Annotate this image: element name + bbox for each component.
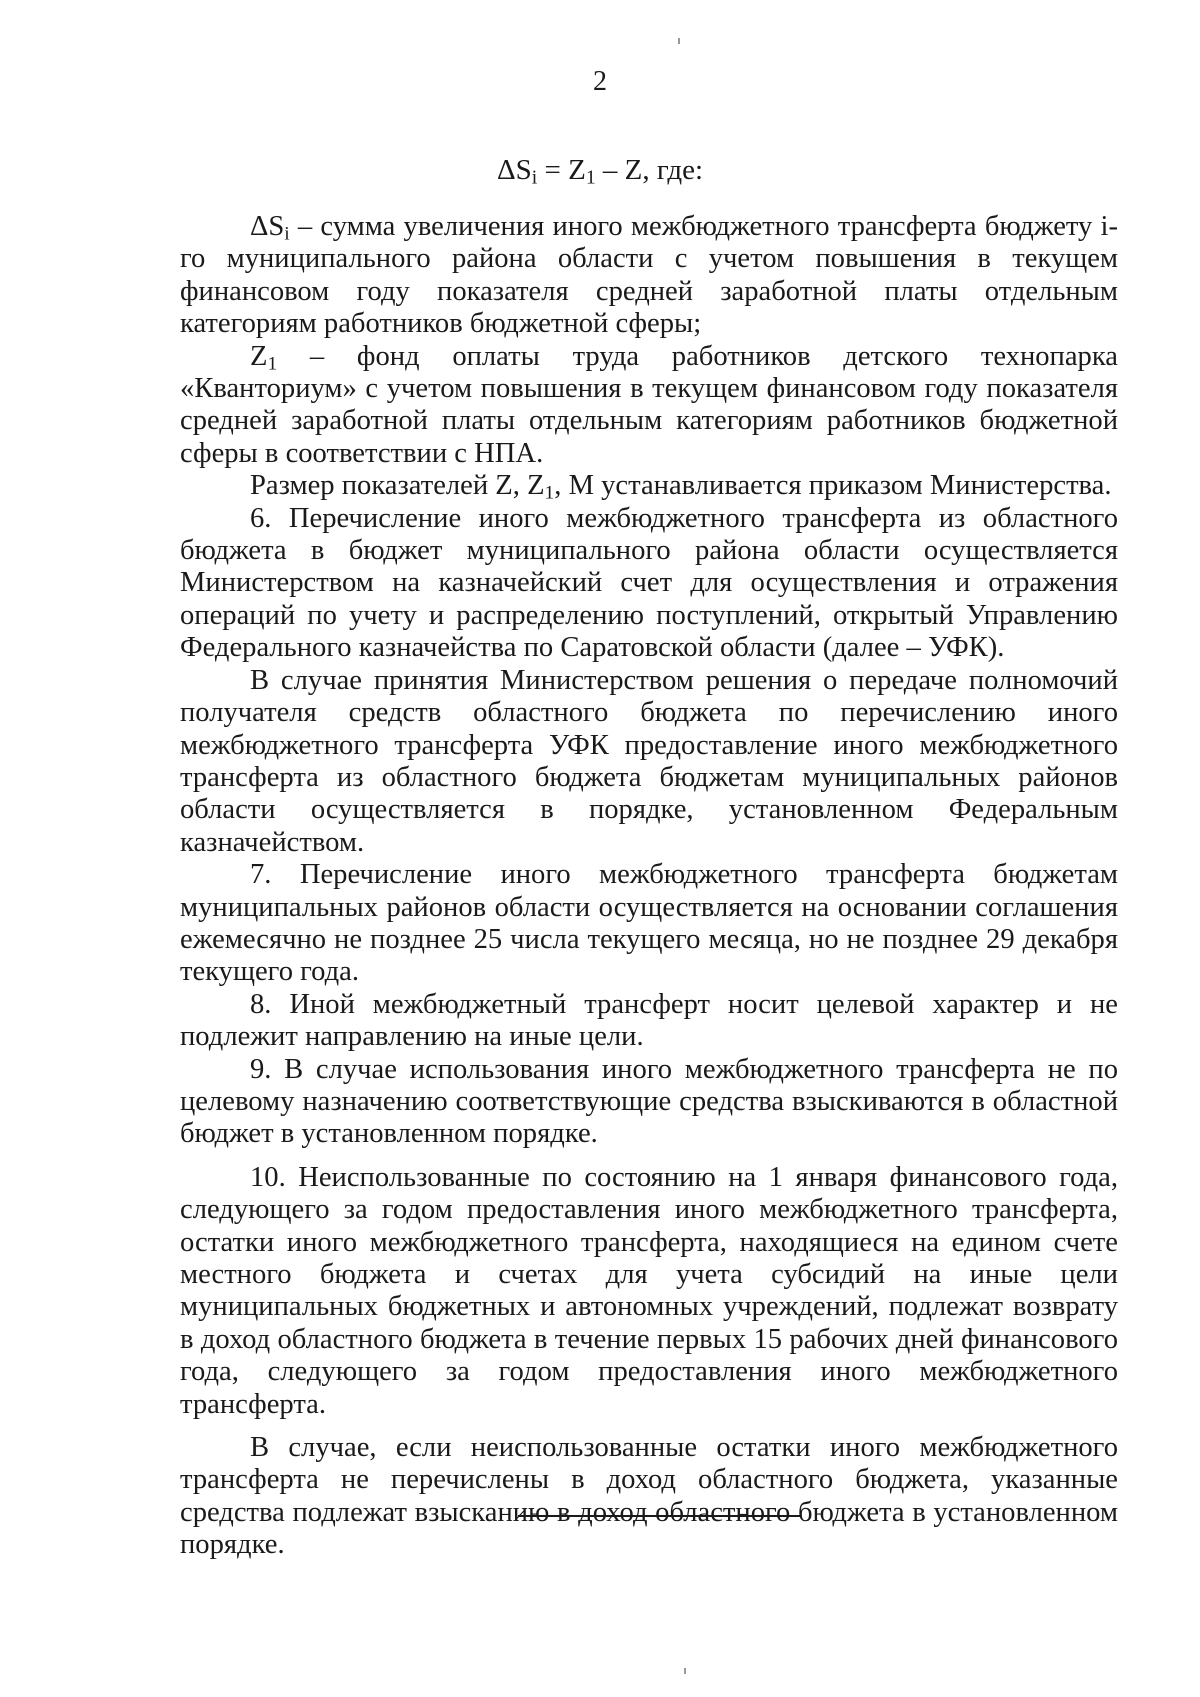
paragraph-6-continued: В случае принятия Министерством решения о передаче полномочий получателя средств областного бюджета по перечислению иного межбюджетного трансферта УФК предоставление иного межбюджетного трансферта из областного бюджета бюджетам муниципальных районов области осуществляется в порядке, установленном Федеральным казначейством. <box>180 664 1118 858</box>
scan-speck <box>678 38 680 44</box>
size-before: Размер показателей Z, Z <box>250 470 545 502</box>
formula-lhs: ΔS <box>496 154 532 186</box>
paragraph-9: 9. В случае использования иного межбюджетного трансферта не по целевому назначению соответствующие средства взыскиваются в областной бюджет в установленном порядке. <box>180 1053 1118 1150</box>
end-rule <box>518 1515 800 1517</box>
size-index: 1 <box>544 482 555 504</box>
delta-s-index: i <box>284 223 290 245</box>
formula-rest: – Z, где: <box>595 154 704 186</box>
z1-symbol: Z <box>250 340 268 372</box>
paragraph-gap <box>180 1421 1118 1432</box>
formula <box>0 152 1200 188</box>
definition-size <box>180 470 1118 502</box>
z1-index: 1 <box>267 352 278 374</box>
formula-z1: Z <box>568 154 586 186</box>
scan-speck <box>684 1668 686 1674</box>
paragraph-7: 7. Перечисление иного межбюджетного трансферта бюджетам муниципальных районов области осуществляется на основании соглашения ежемесячно не позднее 25 числа текущего месяца, но не позднее 29 декабря текущего года. <box>180 859 1118 988</box>
delta-s-symbol: ΔS <box>250 211 285 242</box>
size-after: , М устанавливается приказом Министерства. <box>554 470 1112 502</box>
paragraph-6: 6. Перечисление иного межбюджетного трансферта из областного бюджета в бюджет муниципального района области осуществляется Министерством на казначейский счет для осуществления и отражения операций по учету и распределению поступлений, открытый Управлению Федерального казначейства по Саратовской области (далее – УФК). <box>180 502 1118 664</box>
definition-delta-s <box>180 211 1118 341</box>
formula-lhs-index: i <box>531 166 538 189</box>
delta-s-text: – сумма увеличения иного межбюджетного трансферта бюджету i-го муниципального района области с учетом повышения в текущем финансовом году показателя средней заработной платы отдельным категориям работников бюджетной сферы; <box>180 211 1118 340</box>
page-number: 2 <box>593 66 607 97</box>
paragraph-gap <box>180 1151 1118 1162</box>
document-body <box>180 211 1118 1562</box>
z1-text: – фонд оплаты труда работников детского технопарка «Кванториум» с учетом повышения в текущем финансовом году показателя средней заработной платы отдельным категориям работников бюджетной сферы в соответствии с НПА. <box>180 340 1118 469</box>
paragraph-8: 8. Иной межбюджетный трансферт носит целевой характер и не подлежит направлению на иные цели. <box>180 988 1118 1053</box>
definition-z1 <box>180 341 1118 471</box>
formula-z1-index: 1 <box>585 166 596 189</box>
paragraph-10: 10. Неиспользованные по состоянию на 1 января финансового года, следующего за годом предоставления иного межбюджетного трансферта, остатки иного межбюджетного трансферта, находящиеся на едином счете местного бюджета и счетах для учета субсидий на иные цели муниципальных бюджетных и автономных учреждений, подлежат возврату в доход областного бюджета в течение первых 15 рабочих дней финансового года, следующего за годом предоставления иного межбюджетного трансферта. <box>180 1161 1118 1420</box>
formula-equals: = <box>537 154 569 186</box>
paragraph-10-continued: В случае, если неиспользованные остатки иного межбюджетного трансферта не перечислены в доход областного бюджета, указанные средства подлежат взысканию в доход областного бюджета в установленном порядке. <box>180 1432 1118 1561</box>
